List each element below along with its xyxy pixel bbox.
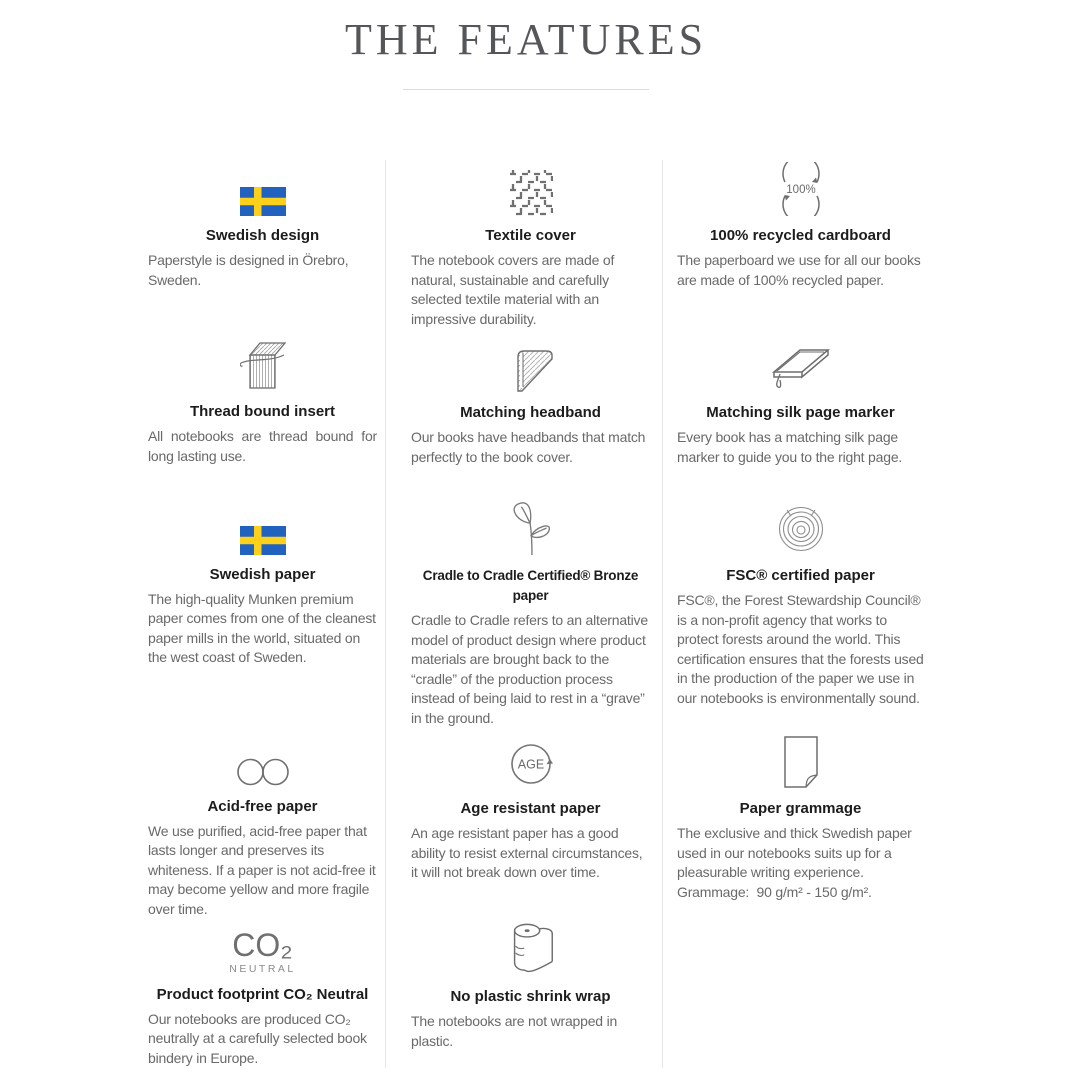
tree-rings-icon bbox=[677, 500, 924, 556]
feature-title: Swedish paper bbox=[209, 565, 316, 583]
plant-leaves-icon bbox=[411, 500, 650, 556]
feature-text: An age resistant paper has a good ability to resist external circumstances, it will not break down over time. bbox=[411, 825, 647, 880]
feature-text: Our books have headbands that match perfectly to the book cover. bbox=[411, 429, 649, 465]
icon-label: AGE bbox=[517, 757, 544, 772]
feature-text: The paperboard we use for all our books are made of 100% recycled paper. bbox=[677, 252, 925, 288]
feature-title: 100% recycled cardboard bbox=[710, 227, 891, 244]
feature-title: Product footprint CO₂ Neutral bbox=[156, 985, 369, 1003]
feature-title: Matching silk page marker bbox=[706, 404, 895, 421]
feature-text: The notebooks are not wrapped in plastic. bbox=[411, 1013, 621, 1049]
feature-text: Our notebooks are produced CO₂ neutrally at a carefully selected book bindery in Europe. bbox=[148, 1010, 371, 1066]
feature-text: The high-quality Munken premium paper comes from one of the cleanest paper mills in the world, situated on the west coast of Sweden. bbox=[148, 590, 380, 666]
feature-cell bbox=[663, 500, 938, 733]
feature-title: Cradle to Cradle Certified® Bronze paper bbox=[422, 568, 639, 603]
feature-title: Swedish design bbox=[205, 227, 320, 244]
feature-title: FSC® certified paper bbox=[726, 567, 875, 584]
swedish-flag-icon bbox=[148, 499, 377, 555]
paper-sheet-icon bbox=[677, 733, 924, 789]
feature-cell bbox=[663, 337, 938, 500]
feature-cell bbox=[663, 160, 938, 337]
feature-text: We use purified, acid-free paper that lasts longer and preserves its whiteness. If a paper is not acid-free it may become yellow and more fragile over time. bbox=[148, 822, 380, 917]
feature-title: Age resistant paper bbox=[460, 800, 601, 817]
feature-text: All notebooks are thread bound for long lasting use. bbox=[148, 428, 381, 464]
feature-column-2 bbox=[385, 160, 662, 1068]
silk-page-marker-icon bbox=[677, 337, 924, 393]
infinity-icon bbox=[148, 731, 377, 787]
feature-cell bbox=[130, 919, 385, 1069]
swedish-flag-icon bbox=[148, 160, 377, 216]
feature-cell bbox=[386, 921, 662, 1068]
page-header bbox=[0, 14, 1066, 90]
headband-icon bbox=[411, 337, 650, 393]
feature-text: Every book has a matching silk page marker to guide you to the right page. bbox=[677, 429, 903, 465]
feature-cell bbox=[130, 336, 385, 498]
feature-cell bbox=[386, 160, 662, 337]
feature-column-3 bbox=[662, 160, 938, 1068]
feature-cell bbox=[130, 499, 385, 731]
feature-text: The exclusive and thick Swedish paper used in our notebooks suits up for a pleasurable writing experience. Grammage: 90 g/m² - 150 g/m². bbox=[677, 825, 916, 900]
feature-cell-empty bbox=[663, 921, 938, 1068]
feature-cell bbox=[386, 337, 662, 500]
feature-cell bbox=[130, 160, 385, 336]
feature-title: Thread bound insert bbox=[189, 403, 335, 421]
icon-sublabel: NEUTRAL bbox=[229, 963, 296, 975]
feature-title: Paper grammage bbox=[739, 800, 862, 817]
feature-cell bbox=[130, 731, 385, 919]
co2-neutral-icon bbox=[148, 919, 377, 975]
thread-bound-icon bbox=[148, 336, 377, 392]
feature-title: Textile cover bbox=[485, 227, 576, 244]
age-badge-icon bbox=[411, 733, 650, 789]
feature-cell bbox=[386, 733, 662, 921]
feature-cell bbox=[386, 500, 662, 733]
icon-label: CO₂ bbox=[232, 927, 293, 963]
feature-title: Matching headband bbox=[460, 404, 601, 421]
feature-text: Cradle to Cradle refers to an alternative model of product design where product materials are brought back to the “cradle” of the production process instead of being laid to rest in a “grave” in the ground. bbox=[411, 612, 652, 726]
plastic-roll-icon bbox=[411, 921, 650, 977]
feature-title: No plastic shrink wrap bbox=[450, 988, 611, 1005]
feature-text: The notebook covers are made of natural, sustainable and carefully selected textile material with an impressive durability. bbox=[411, 252, 618, 327]
recycled-100-icon bbox=[677, 160, 924, 216]
title-divider bbox=[403, 89, 649, 90]
feature-grid bbox=[130, 160, 938, 1068]
feature-text: FSC®, the Forest Stewardship Council® is a non-profit agency that works to protect forests around the world. This certification ensures that the forests used in the production of the paper we use in our notebooks is environmentally sound. bbox=[677, 592, 928, 706]
feature-title: Acid-free paper bbox=[207, 797, 318, 815]
textile-weave-icon bbox=[411, 160, 650, 216]
feature-text: Paperstyle is designed in Örebro, Sweden. bbox=[148, 252, 353, 288]
page-title: THE FEATURES bbox=[344, 15, 708, 64]
icon-label: 100% bbox=[785, 184, 816, 196]
feature-column-1 bbox=[130, 160, 385, 1068]
feature-cell bbox=[663, 733, 938, 921]
